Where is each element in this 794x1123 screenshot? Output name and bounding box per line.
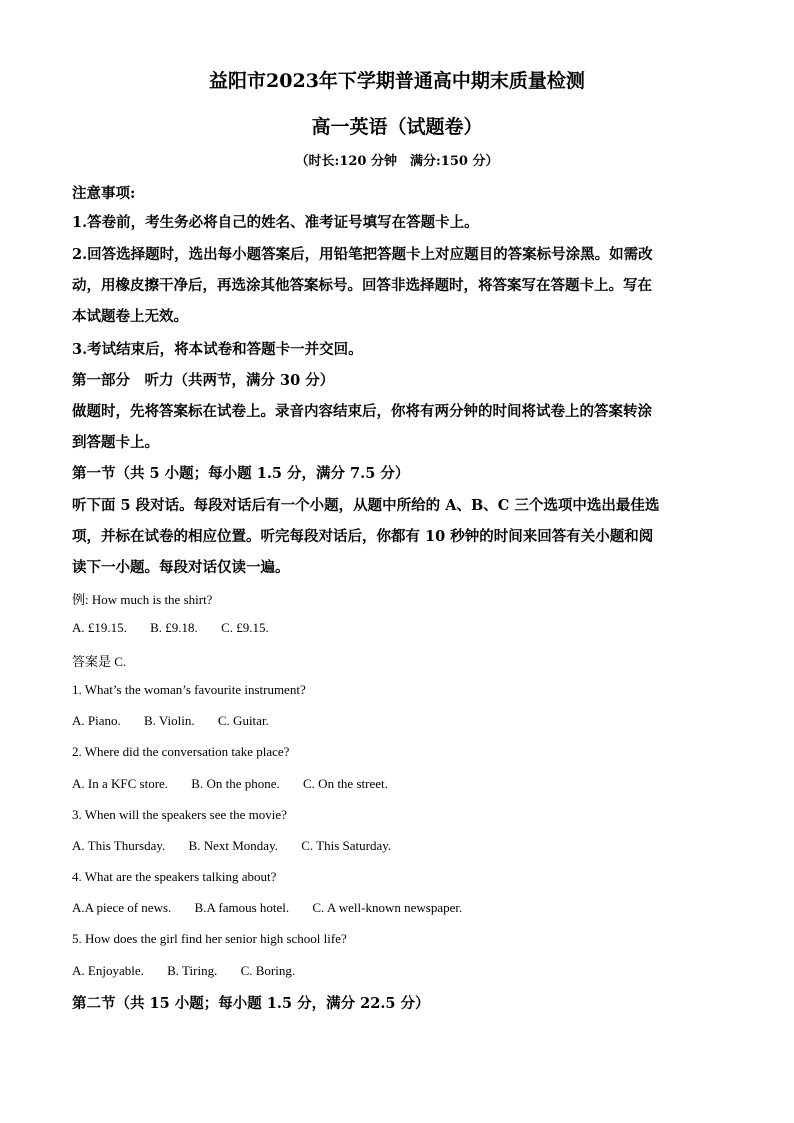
example-options — [72, 620, 289, 636]
question-5: 5. How does the girl find her senior high school life? — [72, 931, 347, 946]
section1-instruction-line-1: 听下面 5 段对话。每段对话后有一个小题，从题中所给的 A、B、C 三个选项中选出最佳选 — [72, 497, 660, 514]
question-4-options — [72, 900, 482, 916]
option: B. On the phone. — [191, 776, 280, 791]
section2-heading: 第二节（共 15 小题；每小题 1.5 分，满分 22.5 分） — [72, 995, 430, 1012]
question-3-options — [72, 838, 411, 854]
option: C. On the street. — [303, 776, 388, 791]
option: B. Violin. — [144, 713, 195, 728]
notice-item-2-line-3: 本试题卷上无效。 — [72, 308, 188, 325]
option: A. £19.15. — [72, 620, 127, 635]
part1-intro-line-1: 做题时，先将答案标在试卷上。录音内容结束后，你将有两分钟的时间将试卷上的答案转涂 — [72, 403, 652, 420]
notice-item-1: 1.答卷前，考生务必将自己的姓名、准考证号填写在答题卡上。 — [72, 214, 479, 231]
notice-item-3: 3.考试结束后，将本试卷和答题卡一并交回。 — [72, 341, 363, 358]
option: B. Tiring. — [167, 963, 218, 978]
section1-instruction-line-2: 项，并标在试卷的相应位置。听完每段对话后，你都有 10 秒钟的时间来回答有关小题和阅 — [72, 528, 654, 545]
part1-intro-line-2: 到答题卡上。 — [72, 434, 159, 451]
question-2: 2. Where did the conversation take place? — [72, 744, 290, 759]
exam-meta: （时长:120 分钟 满分:150 分） — [295, 154, 499, 169]
question-3: 3. When will the speakers see the movie? — [72, 807, 287, 822]
example-answer: 答案是 C. — [72, 654, 127, 669]
notice-item-2-line-2: 动，用橡皮擦干净后，再选涂其他答案标号。回答非选择题时，将答案写在答题卡上。写在 — [72, 277, 652, 294]
section1-heading: 第一节（共 5 小题；每小题 1.5 分，满分 7.5 分） — [72, 465, 410, 482]
exam-title: 益阳市2023年下学期普通高中期末质量检测 — [209, 70, 585, 92]
notice-heading: 注意事项: — [72, 185, 136, 202]
option: B.A famous hotel. — [194, 900, 290, 915]
option: B. Next Monday. — [188, 838, 278, 853]
option: B. £9.18. — [150, 620, 198, 635]
option: A. In a KFC store. — [72, 776, 169, 791]
option: C. A well-known newspaper. — [312, 900, 463, 915]
section1-instruction-line-3: 读下一小题。每段对话仅读一遍。 — [72, 559, 290, 576]
option: C. £9.15. — [221, 620, 269, 635]
question-2-options — [72, 776, 408, 792]
question-4: 4. What are the speakers talking about? — [72, 869, 277, 884]
exam-subtitle: 高一英语（试题卷） — [311, 116, 483, 138]
notice-item-2-line-1: 2.回答选择题时，选出每小题答案后，用铅笔把答题卡上对应题目的答案标号涂黑。如需改 — [72, 246, 653, 263]
option: A. This Thursday. — [72, 838, 166, 853]
option: A. Piano. — [72, 713, 121, 728]
question-5-options — [72, 963, 315, 979]
option: A.A piece of news. — [72, 900, 172, 915]
example-question: 例: How much is the shirt? — [72, 592, 213, 607]
part1-heading: 第一部分 听力（共两节，满分 30 分） — [72, 372, 335, 389]
option: A. Enjoyable. — [72, 963, 144, 978]
option: C. Boring. — [240, 963, 296, 978]
option: C. Guitar. — [217, 713, 269, 728]
question-1-options — [72, 713, 289, 729]
question-1: 1. What’s the woman’s favourite instrument? — [72, 682, 306, 697]
option: C. This Saturday. — [301, 838, 392, 853]
